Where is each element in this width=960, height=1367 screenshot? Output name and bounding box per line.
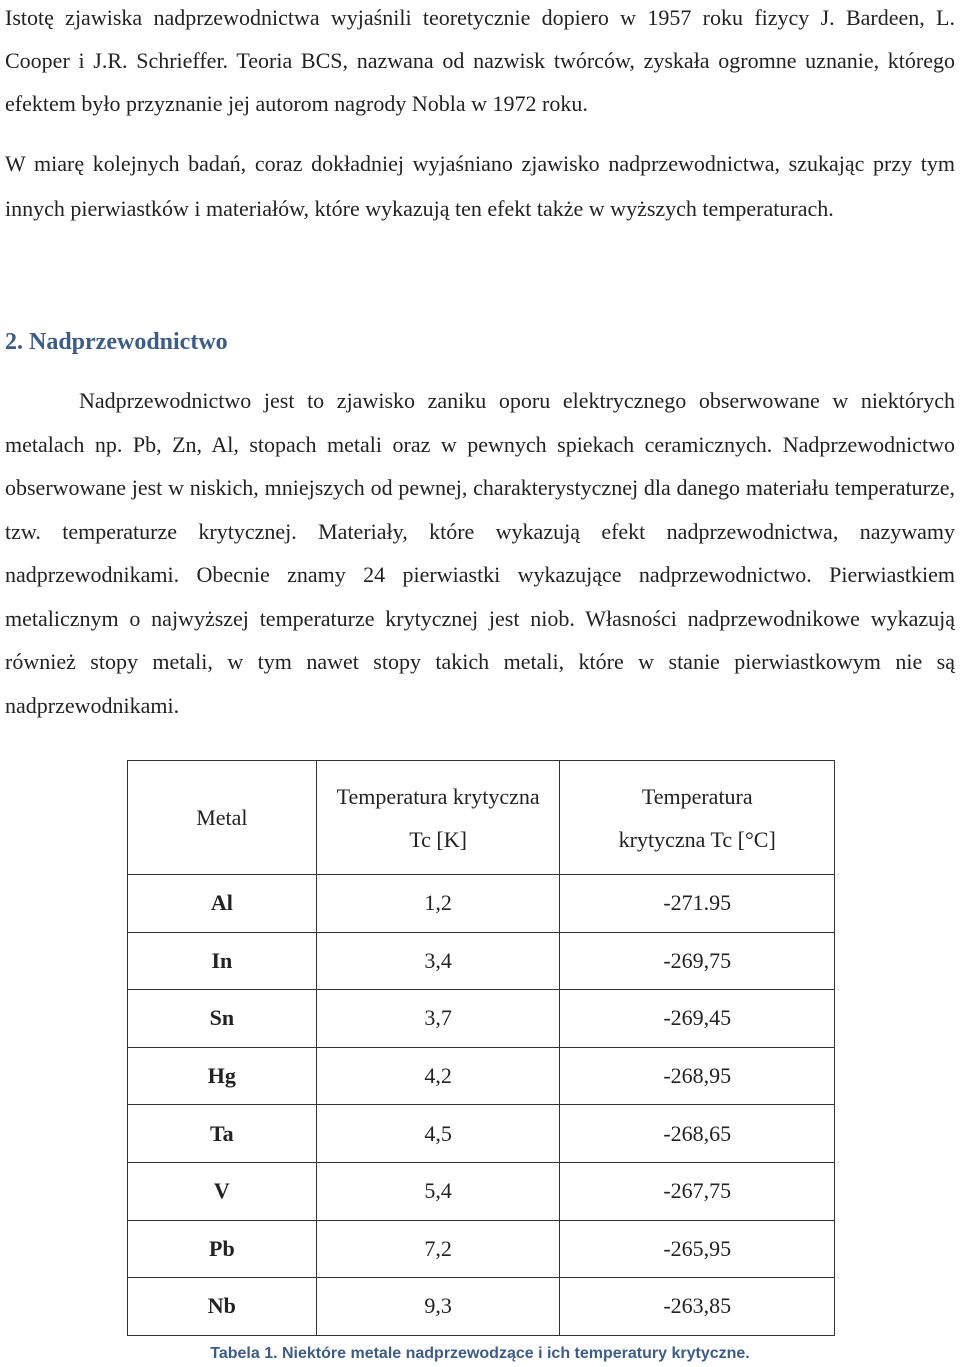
table-row: [128, 1220, 835, 1278]
table-caption: Tabela 1. Niektóre metale nadprzewodzące i ich temperatury krytyczne.: [210, 1345, 750, 1362]
table-row: [128, 1162, 835, 1220]
cell-metal: Ta: [128, 1105, 317, 1163]
cell-metal: Sn: [128, 990, 317, 1048]
cell-tc-celsius: -269,75: [560, 932, 835, 990]
header-tc-kelvin-line1: Temperatura krytyczna: [336, 783, 540, 809]
cell-tc-celsius: -271.95: [560, 875, 835, 933]
header-tc-kelvin-line2: Tc [K]: [409, 826, 467, 852]
paragraph-superconductivity: Nadprzewodnictwo jest to zjawisko zaniku oporu elektrycznego obserwowane w niektórych metalach np. Pb, Zn, Al, stopach metali oraz w pewnych spiekach ceramicznych. Nadprzewodnictwo obserwowane jest w niskich, mniejszych od pewnej, charakterystycznej dla danego materiału temperaturze, tzw. temperaturze krytycznej. Materiały, które wykazują efekt nadprzewodnictwa, nazywamy nadprzewodnikami. Obecnie znamy 24 pierwiastki wykazujące nadprzewodnictwo. Pierwiastkiem metalicznym o najwyższej temperaturze krytycznej jest niob. Własności nadprzewodnikowe wykazują również stopy metali, w tym nawet stopy takich metali, które w stanie pierwiastkowym nie są nadprzewodnikami.: [5, 388, 955, 718]
cell-metal: Hg: [128, 1047, 317, 1105]
cell-tc-kelvin: 4,5: [316, 1105, 560, 1163]
cell-metal: Nb: [128, 1278, 317, 1336]
table-header-row: [128, 761, 835, 875]
cell-tc-kelvin: 9,3: [316, 1278, 560, 1336]
cell-metal: V: [128, 1162, 317, 1220]
cell-tc-kelvin: 7,2: [316, 1220, 560, 1278]
table-row: [128, 932, 835, 990]
table-row: [128, 1278, 835, 1336]
cell-tc-kelvin: 4,2: [316, 1047, 560, 1105]
header-tc-celsius-line1: Temperatura: [641, 783, 753, 809]
cell-tc-celsius: -268,65: [560, 1105, 835, 1163]
paragraph-bcs-theory: Istotę zjawiska nadprzewodnictwa wyjaśnili teoretycznie dopiero w 1957 roku fizycy J. Bardeen, L. Cooper i J.R. Schrieffer. Teoria BCS, nazwana od nazwisk twórców, zyskała ogromne uznanie, którego efektem było przyznanie jej autorom nagrody Nobla w 1972 roku.: [5, 5, 955, 116]
table-row: [128, 875, 835, 933]
cell-metal: Pb: [128, 1220, 317, 1278]
cell-tc-celsius: -268,95: [560, 1047, 835, 1105]
cell-tc-kelvin: 5,4: [316, 1162, 560, 1220]
cell-tc-celsius: -265,95: [560, 1220, 835, 1278]
paragraph-research: W miarę kolejnych badań, coraz dokładniej wyjaśniano zjawisko nadprzewodnictwa, szukając przy tym innych pierwiastków i materiałów, które wykazują ten efekt także w wyższych temperaturach.: [5, 151, 955, 221]
cell-metal: In: [128, 932, 317, 990]
header-tc-kelvin: [316, 761, 560, 875]
cell-metal: Al: [128, 875, 317, 933]
cell-tc-celsius: -263,85: [560, 1278, 835, 1336]
header-tc-celsius: [560, 761, 835, 875]
header-tc-celsius-line2: krytyczna Tc [°C]: [618, 826, 776, 852]
header-metal: Metal: [128, 761, 317, 875]
table-body: [128, 875, 835, 1336]
table-row: [128, 990, 835, 1048]
section-heading: 2. Nadprzewodnictwo: [5, 329, 228, 355]
cell-tc-celsius: -269,45: [560, 990, 835, 1048]
table-row: [128, 1047, 835, 1105]
cell-tc-kelvin: 1,2: [316, 875, 560, 933]
cell-tc-kelvin: 3,7: [316, 990, 560, 1048]
cell-tc-kelvin: 3,4: [316, 932, 560, 990]
cell-tc-celsius: -267,75: [560, 1162, 835, 1220]
table-row: [128, 1105, 835, 1163]
critical-temperature-table: [127, 760, 835, 1336]
